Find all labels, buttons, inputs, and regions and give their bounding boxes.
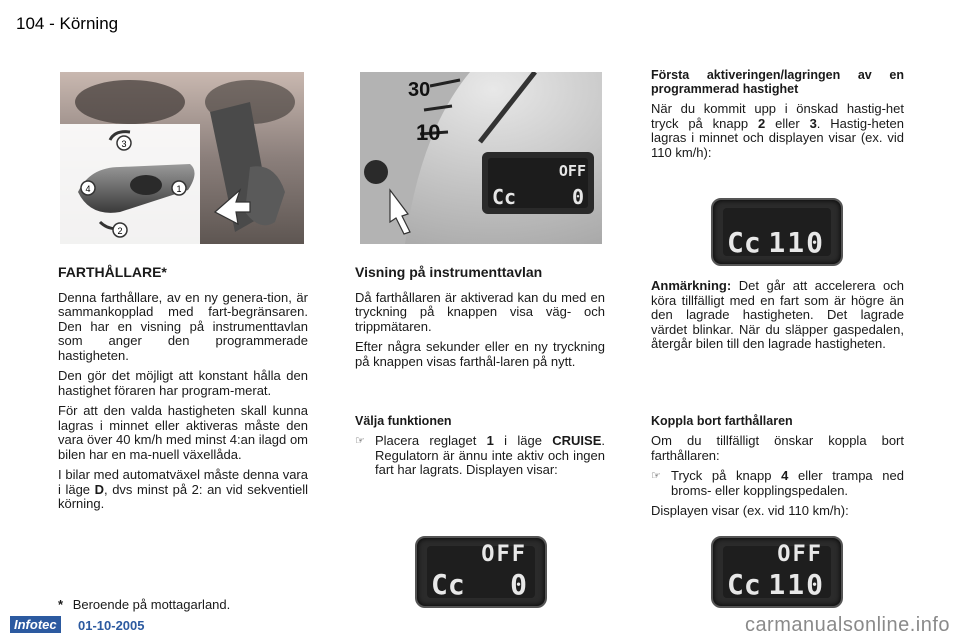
note-section <box>651 279 904 358</box>
page-separator: - <box>49 14 55 33</box>
disengage-heading: Koppla bort farthållaren <box>651 414 793 428</box>
section-title: Körning <box>59 14 119 33</box>
cruise-control-heading: FARTHÅLLARE* <box>58 264 167 280</box>
column-cruise-control <box>58 265 308 518</box>
lcd-off-speed: 110 <box>768 568 825 601</box>
footer-date: 01-10-2005 <box>78 618 145 633</box>
select-function-section <box>355 414 605 484</box>
display-heading: Visning på instrumenttavlan <box>355 264 543 280</box>
column-activation <box>651 68 904 166</box>
lcd-select-speed: 0 <box>510 568 529 601</box>
disengage-bullet: ☞ Tryck på knapp 4 eller trampa ned broms- eller kopplingspedalen. <box>651 468 904 498</box>
disengage-display-text: Displayen visar (ex. vid 110 km/h): <box>651 503 849 518</box>
cruise-control-requirement: För att den valda hastigheten skall kunna lagras i minnet eller aktiveras måste den vara över 40 km/h med minst 4:an ilagd om bilen har en ma-nuell växellåda. <box>58 403 308 462</box>
lcd-stored-mode: Cc <box>727 226 761 259</box>
lcd-select-mode: Cc <box>431 568 465 601</box>
stalk-label-2: 2 <box>117 226 123 236</box>
page-number: 104 <box>16 14 45 33</box>
gauge-lcd-speed: 0 <box>571 185 584 209</box>
lcd-select-status: OFF <box>481 542 527 567</box>
stalk-photo <box>60 72 304 244</box>
page-header <box>16 14 118 34</box>
display-p2: Efter några sekunder eller en ny tryckning på knappen visas farthål-laren på nytt. <box>355 339 605 369</box>
gauge-lcd-mode: Cc <box>492 185 517 209</box>
lcd-display-off <box>711 536 843 608</box>
display-p1: Då farthållaren är aktiverad kan du med en tryckning på knappen visa väg- och trippmätaren. <box>355 289 605 334</box>
cruise-control-intro: Denna farthållare, av en ny genera-tion, är sammankopplad med fart-begränsaren. Den har en visning på instrumenttavlan som anger den programmerade hastigheten. <box>58 289 308 363</box>
stalk-label-3: 3 <box>121 139 127 149</box>
watermark: carmanualsonline.info <box>744 614 950 636</box>
disengage-section <box>651 414 904 525</box>
lcd-stored-speed: 110 <box>768 226 825 259</box>
hand-pointer-icon: ☞ <box>355 435 365 447</box>
lcd-display-select <box>415 536 547 608</box>
lcd-display-stored <box>711 198 843 266</box>
cruise-control-constant: Den gör det möjligt att konstant hålla den hastighet föraren har program-merat. <box>58 368 308 398</box>
gauge-label-10: 10 <box>416 120 441 145</box>
lcd-off-status: OFF <box>777 542 823 567</box>
disengage-intro: Om du tillfälligt önskar koppla bort farthållaren: <box>651 433 904 463</box>
footer-brand-logo: Infotec <box>10 616 61 633</box>
footnote-text: Beroende på mottagarland. <box>72 597 231 612</box>
lcd-off-mode: Cc <box>727 568 761 601</box>
footnote <box>58 598 308 613</box>
gauge-photo <box>360 72 602 244</box>
stalk-label-4: 4 <box>85 184 91 194</box>
activation-heading: Första aktiveringen/lagringen av en programmerad hastighet <box>651 68 904 96</box>
hand-pointer-icon: ☞ <box>651 470 661 482</box>
stalk-label-1: 1 <box>176 184 182 194</box>
select-function-bullet: ☞ Placera reglaget 1 i läge CRUISE. Regulatorn är ännu inte aktiv och ingen fart har lagrats. Displayen visar: <box>355 433 605 477</box>
activation-text: När du kommit upp i önskad hastig-het tryck på knapp 2 eller 3. Hastig-heten lagras i minnet och displayen visar (ex. vid 110 km/h): <box>651 101 905 160</box>
footnote-mark: * <box>58 597 64 612</box>
column-display <box>355 265 605 375</box>
note-text: Anmärkning: Det går att accelerera och köra tillfälligt med en fart som är högre än den lagrade hastigheten. Det lagrade värdet blinkar. När du släpper gaspedalen, återgår bilen till den lagrade hastigheten. <box>651 278 904 351</box>
select-function-heading: Välja funktionen <box>355 414 452 428</box>
note-label: Anmärkning: <box>651 278 732 293</box>
gauge-label-30: 30 <box>408 79 431 101</box>
cruise-control-automatic: I bilar med automatväxel måste denna vara i läge D, dvs minst på 2: an vid sekventiell körning. <box>58 467 308 511</box>
gauge-lcd-status: OFF <box>558 162 586 180</box>
